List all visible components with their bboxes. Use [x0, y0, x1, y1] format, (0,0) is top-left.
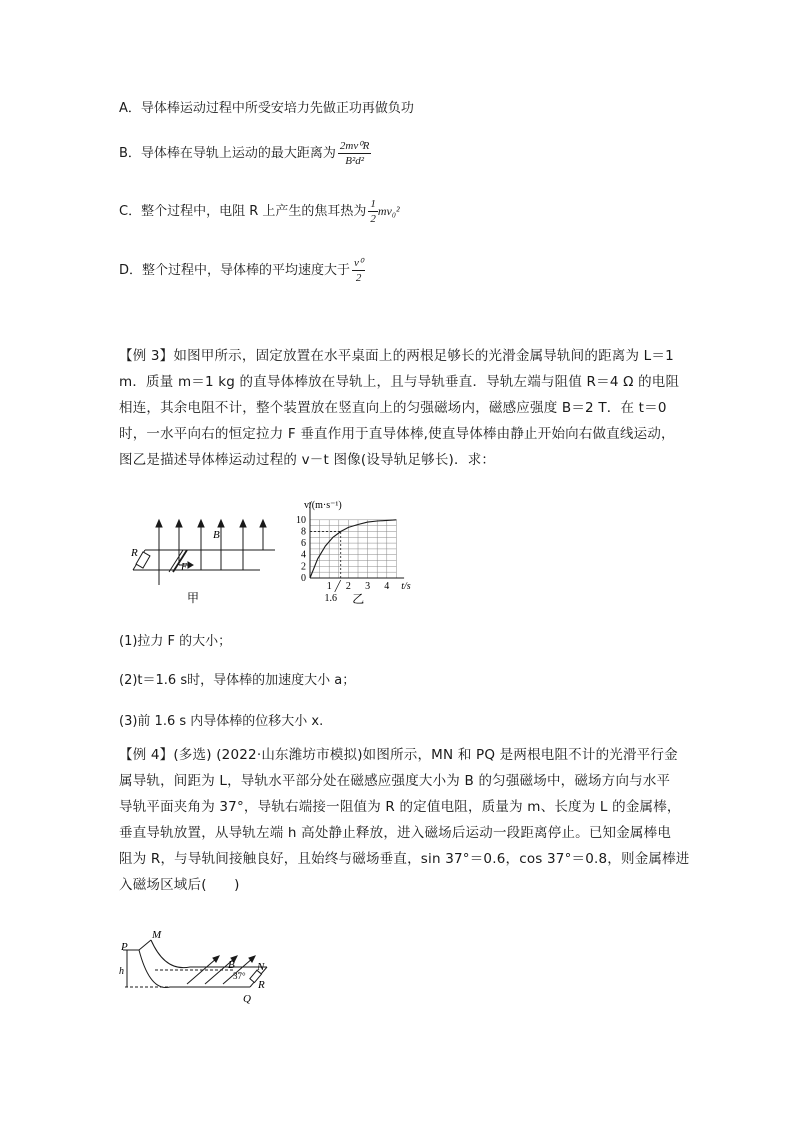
example4-line: 垂直导轨放置，从导轨左端 h 高处静止释放，进入磁场后运动一段距离停止。已知金属棒电	[119, 825, 672, 841]
vt-chart	[288, 496, 423, 608]
example3-line: 时，一水平向右的恒定拉力 F 垂直作用于直导体棒,使直导体棒由静止开始向右做直线运动，	[119, 426, 675, 442]
option-c	[119, 197, 400, 226]
question-1: (1)拉力 F 的大小；	[119, 634, 232, 649]
option-d-text: D．整个过程中，导体棒的平均速度大于	[119, 263, 351, 278]
figure-example4	[115, 922, 275, 1012]
label-F: F	[181, 562, 188, 573]
force-arrowhead	[188, 562, 193, 568]
label-N: N	[257, 961, 265, 973]
example3-line: 相连，其余电阻不计，整个装置放在竖直向上的匀强磁场内，磁感应强度 B＝2 T．在 t＝0	[119, 400, 667, 416]
field-arrows	[156, 520, 266, 585]
option-c-fraction: $\frac{1}{2}$	[370, 198, 376, 225]
label-h: h	[119, 966, 124, 977]
y-tick-label: 0	[301, 573, 306, 584]
example4-line: 阻为 R，与导轨间接触良好，且始终与磁场垂直，sin 37°＝0.6，cos 37°＝0.8，则金属棒进	[119, 851, 690, 867]
example4-line: 入磁场区域后( )	[119, 877, 240, 893]
x-tick-label: 4	[384, 581, 390, 592]
option-d	[119, 256, 365, 285]
y-axis-label: v/(m·s⁻¹)	[304, 500, 342, 511]
resistor	[136, 552, 150, 568]
y-tick-label: 8	[301, 526, 306, 538]
example4-line: 导轨平面夹角为 37°，导轨右端接一阻值为 R 的定值电阻，质量为 m、长度为 L 的金属棒，	[119, 799, 681, 815]
y-tick-label: 2	[301, 561, 306, 573]
rail-MN	[151, 940, 267, 968]
label-R: R	[131, 547, 138, 559]
option-a: A．导体棒运动过程中所受安培力先做正功再做负功	[119, 101, 414, 116]
label-R4: R	[258, 979, 265, 991]
option-b	[119, 139, 371, 168]
example3-line: 图乙是描述导体棒运动过程的 v－t 图像(设导轨足够长)．求：	[119, 452, 496, 468]
x-tick-label: 2	[345, 581, 351, 592]
caption-jia: 甲	[187, 591, 200, 605]
label-B4: B	[228, 959, 235, 971]
example4-paragraph	[119, 742, 694, 898]
marked-x-label: 1.6	[324, 593, 337, 604]
label-B: B	[213, 529, 220, 541]
option-c-tail: mv₀²	[377, 204, 400, 218]
y-tick-label: 6	[301, 538, 306, 550]
x-tick-label: 1	[326, 581, 332, 592]
option-d-fraction: $\frac{\text{v⁰}}{2}$	[354, 257, 364, 284]
label-angle: 37°	[233, 971, 246, 981]
example3-line: m．质量 m＝1 kg 的直导体棒放在导轨上，且与导轨垂直．导轨左端与阻值 R＝4 Ω 的电阻	[119, 374, 680, 390]
option-b-fraction: $\frac{\text{2mv⁰R}}{\text{B²d²}}$	[339, 140, 370, 167]
marker-pointer	[335, 580, 341, 592]
question-3: (3)前 1.6 s 内导体棒的位移大小 x.	[119, 714, 324, 729]
x-tick-label: 3	[365, 581, 371, 592]
caption-yi: 乙	[352, 592, 365, 606]
figure-jia	[125, 510, 275, 605]
example3-line: 【例 3】如图甲所示，固定放置在水平桌面上的两根足够长的光滑金属导轨间的距离为 L＝1	[119, 348, 674, 364]
option-b-text: B．导体棒在导轨上运动的最大距离为	[119, 146, 336, 161]
example4-line: 属导轨，间距为 L，导轨水平部分处在磁感应强度大小为 B 的匀强磁场中，磁场方向与水平	[119, 773, 671, 789]
example3-paragraph	[119, 343, 694, 473]
y-tick-label: 10	[296, 514, 306, 526]
example4-line: 【例 4】(多选) (2022·山东潍坊市模拟)如图所示，MN 和 PQ 是两根电阻不计的光滑平行金	[119, 747, 678, 763]
x-axis-label: t/s	[401, 581, 411, 592]
y-tick-label: 4	[301, 549, 306, 561]
label-Q: Q	[243, 993, 251, 1005]
label-P: P	[121, 941, 128, 953]
option-c-text: C．整个过程中，电阻 R 上产生的焦耳热为	[119, 204, 367, 219]
label-M: M	[152, 929, 162, 941]
question-2: (2)t＝1.6 s时，导体棒的加速度大小 a；	[119, 673, 356, 688]
